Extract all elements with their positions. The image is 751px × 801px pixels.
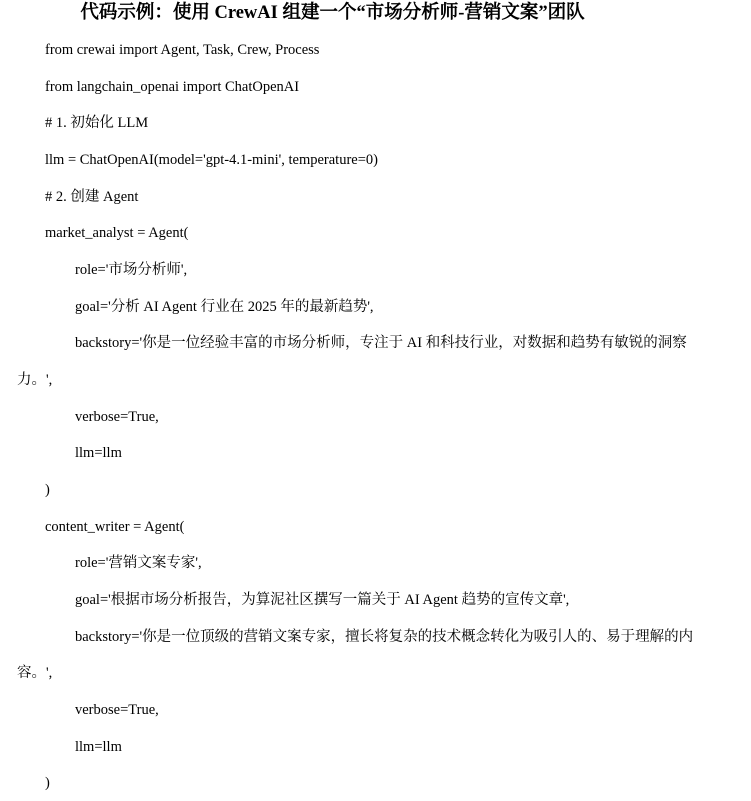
code-line-llm: llm=llm (75, 739, 122, 755)
code-line-verbose: verbose=True, (75, 409, 159, 425)
code-line-verbose: verbose=True, (75, 702, 159, 718)
code-line-market-analyst: market_analyst = Agent( (45, 225, 189, 241)
code-line-close-paren: ) (45, 482, 50, 498)
code-line-import-langchain: from langchain_openai import ChatOpenAI (45, 79, 300, 95)
page-title: 代码示例：使用 CrewAI 组建一个“市场分析师-营销文案”团队 (80, 3, 585, 23)
code-comment-init-llm: # 1. 初始化 LLM (45, 115, 149, 131)
code-line-goal: goal='分析 AI Agent 行业在 2025 年的最新趋势', (75, 299, 374, 315)
code-line-backstory-cont: 容。', (17, 665, 53, 681)
code-line-llm-assign: llm = ChatOpenAI(model='gpt-4.1-mini', temperature=0) (45, 152, 378, 168)
code-comment-create-agent: # 2. 创建 Agent (45, 189, 139, 205)
code-line-backstory-cont: 力。', (17, 372, 53, 388)
code-line-close-paren: ) (45, 775, 50, 791)
code-line-llm: llm=llm (75, 445, 122, 461)
code-line-content-writer: content_writer = Agent( (45, 519, 185, 535)
code-line-backstory: backstory='你是一位经验丰富的市场分析师，专注于 AI 和科技行业，对数据和趋势有敏锐的洞察 (75, 335, 687, 351)
code-line-backstory: backstory='你是一位顶级的营销文案专家，擅长将复杂的技术概念转化为吸引人的、易于理解的内 (75, 629, 694, 645)
code-line-import-crewai: from crewai import Agent, Task, Crew, Process (45, 42, 320, 58)
code-line-role: role='市场分析师', (75, 262, 188, 278)
code-line-role: role='营销文案专家', (75, 555, 202, 571)
code-line-goal: goal='根据市场分析报告，为算泥社区撰写一篇关于 AI Agent 趋势的宣传文章', (75, 592, 570, 608)
